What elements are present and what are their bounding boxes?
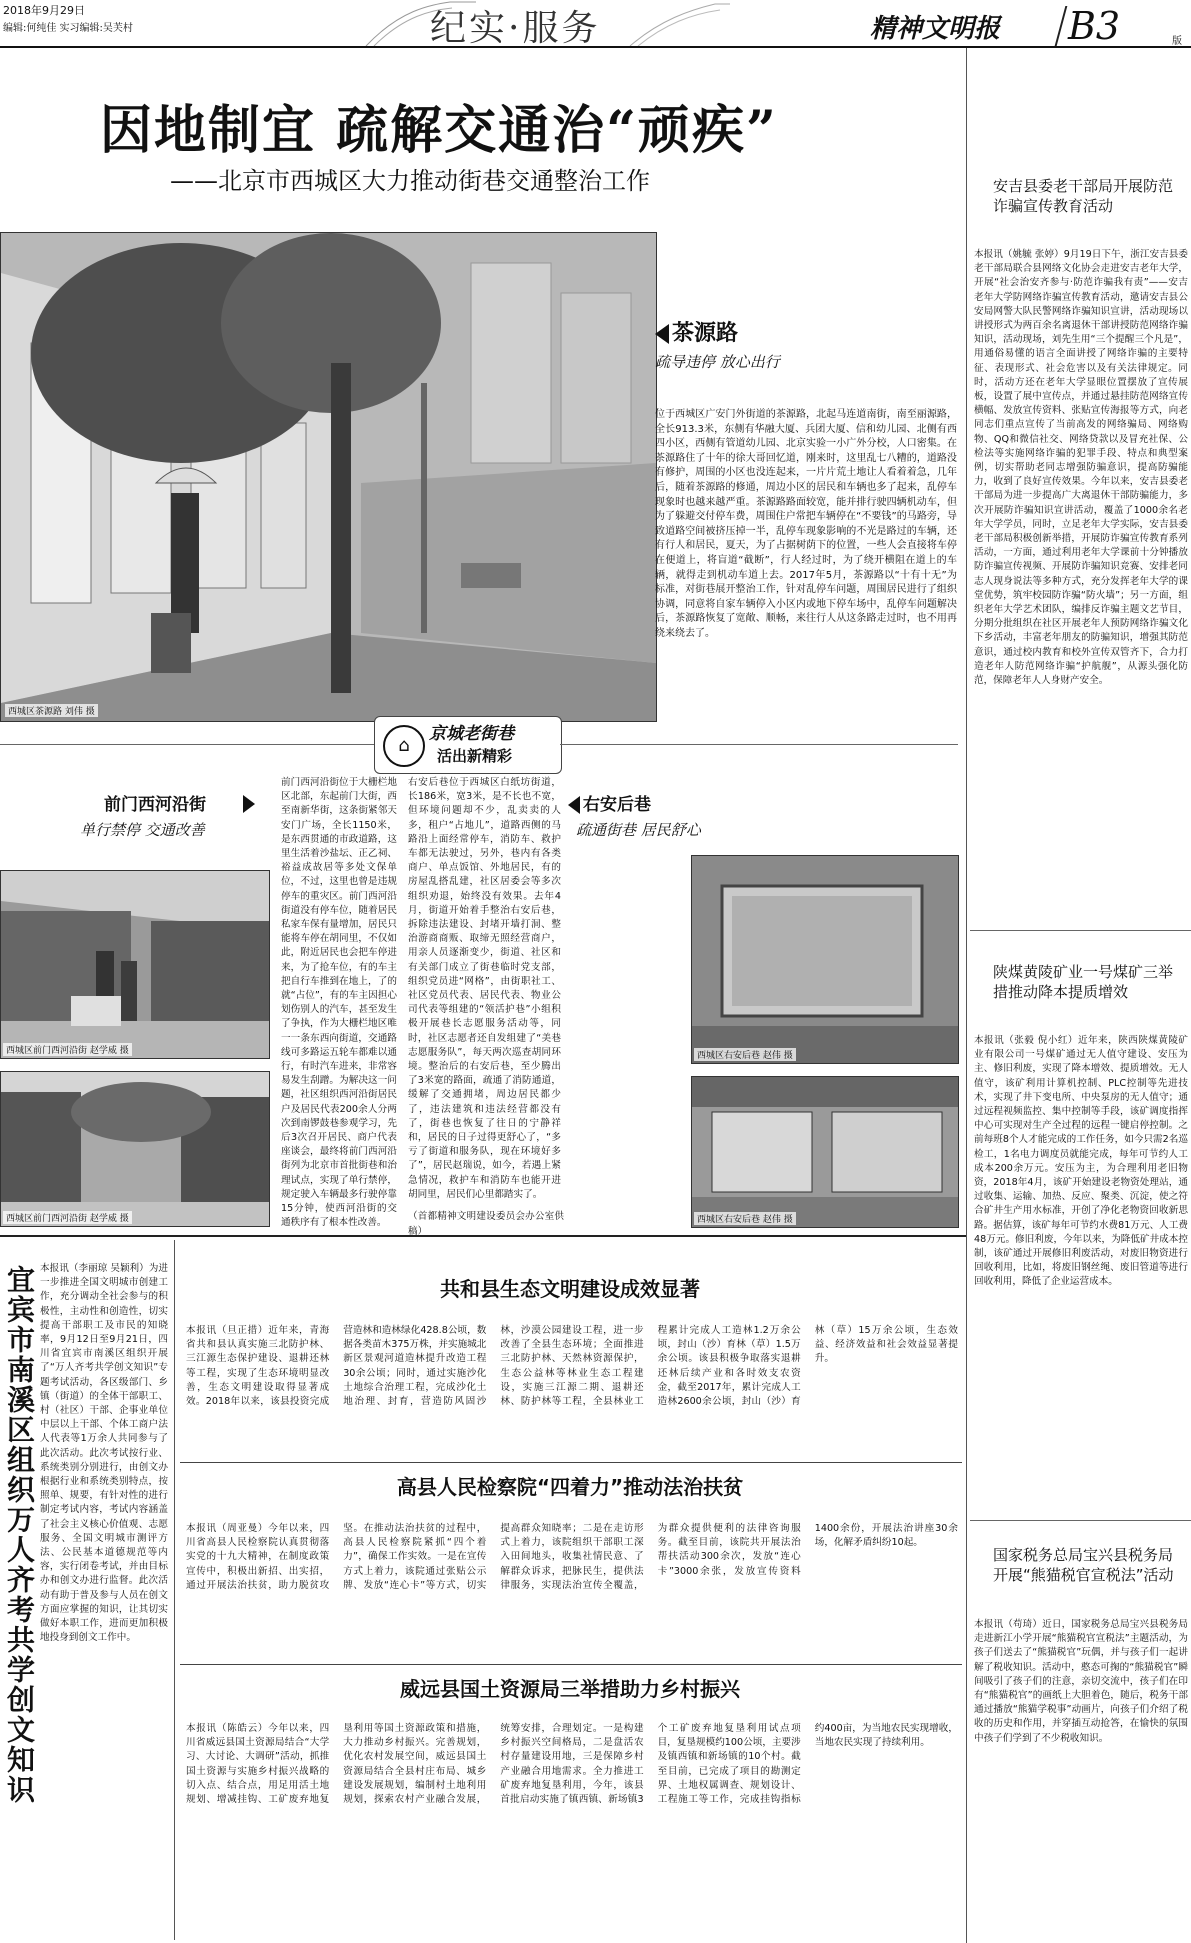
right-rule-2	[970, 1520, 1191, 1521]
left-column-rule	[174, 1240, 175, 1940]
chayuan-arrow-icon	[655, 324, 669, 344]
left-vertical-body: 本报讯（李丽琼 吴颖利）为进一步推进全国文明城市创建工作，充分调动全社会参与的积极性，主动性和创造性，切实提高干部职工及市民的知晓率，9月12日至9月21日，四川省宜宾市南溪区组织开展了“万人齐考共学创文知识”专题考试活动，各区级部门、乡镇（街道）的全体干部职工、村（社区）干部、企事业单位中层以上干部、个体工商户法人代表等1万余人共同参与了此次活动。此次考试按行业、系统类别分别进行，由创文办根据行业和系统类别特点，按照单、规要，有针对性的进行制定考试内容，考试内容涵盖了社会主义核心价值观、志愿服务、全国文明城市测评方法、公民基本道德规范等内容，实行闭卷考试，并由目标办和创文办进行监督。此次活动有助于普及参与人员在创文方面应掌握的知识，让其切实做好本职工作，进而更加积极地投身到创文工作中。	[40, 1263, 168, 1644]
right-top-body: 本报讯（姚毓 张婷）9月19日下午，浙江安吉县委老干部局联合县网络文化协会走进安吉老年大学，开展“社会治安齐参与·防范诈骗我有责”——安吉老年大学防网络诈骗宣传教育活动，邀请安吉县公安局网警大队民警网络诈骗知识宣讲，活动现场以讲授形式为两百余名离退休干部讲授防范网络诈骗知识，活动现场，刘先生用“三个提醒三个凡是”，用通俗易懂的语言全面讲授了网络诈骗的主要特征、表现形式、社会危害以及有关法律规定。同时，活动方还在老年大学显眼位置摆放了宣传展板，设置了展中宣传点，并通过悬挂防范网络宣传横幅、发放宣传资料、张贴宣传海报等方式，向老同志们重点宣传了当前高发的网络骗局、网络购物、QQ和微信社交、网络贷款以及冒充社保、公检法等实施网络诈骗的犯罪手段、特点和典型案例，切实帮助老同志增强防骗意识，提高防骗能力，收到了良好宣传效果。今年以来，安吉县委老干部局为进一步提高广大离退休干部防骗能力，多次开展防诈骗知识宣讲活动，覆盖了1000余名老年大学学员，同时，立足老年大学实际，安吉县委老干部局积极创新举措，开展防诈骗宣传教育系列活动，一方面，通过利用老年大学课前十分钟播放防诈骗宣传视频、开展防诈骗知识竞赛、安排老同志人现身说法等多种方式，充分发挥老年大学的课堂优势，筑牢校园防诈骗“防火墙”；另一方面，组织老年大学艺术团队，编排反诈骗主题文艺节目，分期分批组织在社区开展老年人预防网络诈骗文化下乡活动，丰富老年朋友的防骗知识，增强其防范意识，通过校内教育和校外宣传双管齐下，合力打造老年人防范网络诈骗“护航舰”，从源头强化防范，保障老年人人身财产安全。	[974, 249, 1188, 687]
qianmen-body: 前门西河沿街位于大栅栏地区北部，东起前门大街，西至南新华街，这条街紧邻天安门广场，全长1150米，是东西贯通的市政道路，这里生活着沙盐坛、正乙祠、裕益成故居等多处文保单位，不过，这里也曾是违规停车的重灾区。前门西河沿街道没有停车位，随着居民私家车保有量增加，居民只能将车停在胡同里，不仅如此，附近居民也会把车停进来，为了抢车位，有的车主把自行车推到在地上，了的就“占位”，有的车主因担心划伤别人的汽车，甚至发生了争执，作为大栅栏地区唯一一条东西向街道，交通路线可多路运五轮车都难以通行，有时汽车进来，非常容易发生刮蹭。为解决这一问题，社区组织西河沿街居民户及居民代表200余人分两次到南锣鼓巷参观学习，先后3次召开居民、商户代表座谈会，最终将前门西河沿街列为北京市首批街巷和治理试点，实现了单行禁停，规定驶入车辆最多行驶停靠15分钟，使西河沿街的交通秩序有了根本性改善。	[281, 777, 397, 1229]
issue-date: 2018年9月29日	[3, 4, 85, 17]
feature-label: 京城老街巷	[429, 724, 514, 744]
paper-name: 精神文明报	[870, 14, 1001, 44]
photo-qianmen-1	[0, 870, 270, 1059]
lead-subheadline: ——北京市西城区大力推动街巷交通整治工作	[170, 167, 650, 195]
right-mid-title: 陕煤黄陵矿业一号煤矿三举措推动降本提质增效	[993, 963, 1174, 1001]
weiyuan-title: 威远县国土资源局三举措助力乡村振兴	[400, 1677, 740, 1701]
chayuan-title: 茶源路	[672, 321, 739, 346]
chayuan-subtitle: 疏导违停 放心出行	[655, 353, 780, 371]
photo-caption: 西城区茶源路 刘伟 摄	[5, 704, 98, 717]
section-title: 纪实·服务	[430, 8, 601, 49]
feature-label-sub: 活出新精彩	[437, 747, 513, 765]
left-vertical-title: 宜宾市南溪区组织万人齐考共学创文知识	[3, 1265, 36, 1805]
weiyuan-body: 本报讯（陈皓云）今年以来，四川省威远县国土资源局结合“大学习、大讨论、大调研”活动，抓推国土资源与实施乡村振兴战略的切入点、结合点，用足用活土地规划、增减挂钩、工矿废弃地复垦利用等国土资源政策和措施，大力推动乡村振兴。完善规划，优化农村发展空间，威远县国土资源局结合全县村庄布局、城乡建设发展规划，编制村土地利用规划，探索农村产业融合发展，统筹安排，合理划定。一是构建乡村振兴空间格局，二是盘活农村存量建设用地，三是保障乡村产业融合用地需求。全力推进工矿废弃地复垦利用，今年，该县首批启动实施了镇西镇、新场镇3个工矿废弃地复垦利用试点项目，复垦规模约100公顷，主要涉及镇西镇和新场镇的10个村。截至目前，已完成了项目的勘测定界、土地权属调查、规划设计、工程施工等工作，完成挂钩指标约400亩，为当地农民实现增收，当地农民实现了持续利用。	[186, 1723, 958, 1806]
lead-bottom-rule	[0, 1235, 966, 1237]
right-top-title: 安吉县委老干部局开展防范诈骗宣传教育活动	[993, 177, 1174, 215]
photo-qianmen-1-image	[1, 871, 269, 1058]
photo-caption: 西城区前门西河沿街 赵学威 摄	[3, 1043, 132, 1056]
photo-chayuan-road-image	[1, 233, 656, 721]
chayuan-body: 位于西城区广安门外街道的茶源路，北起马连道南街，南至丽源路，全长913.3米，东侧有华融大厦、兵团大厦、信和幼儿园、北侧有西四小区，西侧有管道幼儿园、北京实验一小广外分校，人口密集。在茶源路住了十年的徐大哥回忆道，刚来时，这里乱七八糟的，道路没有修护，周围的小区也没连起来，一片片荒土地让人看着着急，几年后，随着茶源路的修通，周边小区的居民和车辆也多了起来，乱停车现象时也越来越严重。茶源路路面较宽，能并排行驶四辆机动车，但为了躲避交付停车费，周围住户常把车辆停在“不要钱”的马路旁，导致道路空间被挤压掉一半，乱停车现象影响的不光是路过的车辆，还有行人和居民，夏天，为了占据树荫下的位置，一些人会直接将车停在便道上，将盲道“截断”，行人经过时，为了绕开横阻在道上的车辆，就得走到机动车道上去。2017年5月，茶源路以“十有十无”为标准，对街巷展开整治工作，针对乱停车问题，周围居民进行了组织协调，同意将自家车辆停入小区内或地下停车场中，乱停车问题解决后，茶源路恢复了宽敞、顺畅，来往行人从这条路走过时，也不用再绕来绕去了。	[655, 409, 957, 639]
gaoxian-title: 高县人民检察院“四着力”推动法治扶贫	[396, 1475, 744, 1499]
photo-youan-1-image	[692, 856, 958, 1063]
youan-source: （首都精神文明建设委员会办公室供稿）	[408, 1211, 564, 1237]
gonghe-bottom-rule	[180, 1462, 962, 1463]
page-suffix: 版	[1172, 36, 1182, 47]
youan-arrow-icon	[568, 796, 580, 814]
editor-credits: 编辑:何纯佳 实习编辑:吴芙村	[3, 23, 133, 34]
youan-title: 右安后巷	[583, 795, 651, 815]
right-bottom-title: 国家税务总局宝兴县税务局开展“熊猫税官宣税法”活动	[993, 1546, 1174, 1584]
gaoxian-bottom-rule	[180, 1664, 962, 1665]
right-rule-1	[970, 930, 1191, 931]
lead-headline: 因地制宜 疏解交通治“顽疾”	[100, 100, 778, 161]
photo-caption: 西城区前门西河沿街 赵学威 摄	[3, 1211, 132, 1224]
youan-body: 右安后巷位于西城区白纸坊街道，长186米，宽3米，是不长也不宽，但环境问题却不少，乱卖卖的人多，租户“占地儿”，道路西侧的马路沿上面经常停车，消防车、救护车都无法驶过，另外，巷内有各类商户、单点饭馆、外地居民，有的房屋乱搭乱建，社区居委会等多次组织劝退，始终没有效果。去年4月，街道开始着手整治右安后巷，拆除违法建设、封堵开墙打洞、整治游商商贩、取缔无照经营商户，用亲人员逐渐变少，街道、社区和有关部门成立了街巷临时党支部，组织党员进“网格”，由街职社工、社区党员代表、居民代表、物业公司代表等组建的“领活护巷”小组积极开展巷长志愿服务活动等，同时，社区志愿者还自发组建了“美巷志愿服务队”，每天两次巡查胡同环境。整治后的右安后巷，至少腾出了3米宽的路面，疏通了消防通道，缓解了交通拥堵，周边居民都少了，违法建筑和违法经营都没有了，街巷也恢复了往日的宁静祥和，居民的日子过得更舒心了，“多亏了街道和服务队，现在环境好多了”，居民赵瑞说，如今，若遇上紧急情况，救护车和消防车也能开进胡同里，居民们心里都踏实了。	[408, 777, 561, 1200]
feature-rule-left	[0, 744, 374, 745]
page-number: B3	[1068, 4, 1121, 48]
qianmen-title: 前门西河沿街	[104, 795, 206, 815]
photo-chayuan-road	[0, 232, 657, 722]
feature-badge	[374, 716, 562, 774]
gonghe-title: 共和县生态文明建设成效显著	[440, 1277, 700, 1301]
photo-caption: 西城区右安后巷 赵伟 摄	[694, 1048, 796, 1061]
feature-rule-right	[560, 744, 958, 745]
column-rule-right	[966, 48, 967, 1943]
photo-youan-2	[691, 1076, 959, 1228]
photo-caption: 西城区右安后巷 赵伟 摄	[694, 1212, 796, 1225]
photo-qianmen-2	[0, 1071, 270, 1227]
feature-seal-icon: ⌂	[383, 725, 425, 767]
right-mid-body: 本报讯（张毅 倪小红）近年来，陕西陕煤黄陵矿业有限公司一号煤矿通过无人值守建设、安压为主、修旧利废，实现了降本增效、提质增效。无人值守，该矿利用计算机控制、PLC控制等先进技术，实现了井下变电所、中央泵房的无人值守；通过远程视频监控、集中控制等手段，该矿调度指挥中心可实现对生产全过程的远程一键启停控制。之前每班8个人才能完成的工作任务，如今只需2名巡检工，1名电力调度员就能完成，每年可节约人工成本200余万元。安压为主，为合理利用老旧物资，2018年4月，该矿开始建设老物资处理站，通过收集、运输、加热、反应、聚类、沉淀，使之符合矿井生产用水标准，开创了净化老物资回收新思路。据估算，该矿每年可节约水费81万元、人工费48万元。修旧利废，今年以来，为降低矿井成本控制，该矿通过开展修旧利废活动，对废旧物资进行回收利用，比如，将废旧钢丝绳、废旧管道等进行回收利用，降低了企业运营成本。	[974, 1035, 1188, 1288]
youan-subtitle: 疏通街巷 居民舒心	[576, 821, 701, 839]
qianmen-subtitle: 单行禁停 交通改善	[80, 821, 205, 839]
gaoxian-body: 本报讯（周亚曼）今年以来，四川省高县人民检察院认真贯彻落实党的十九大精神，在制度政策宣传中，积极出新招、出实招，通过开展法治扶贫，助力脱贫攻坚。在推动法治扶贫的过程中，高县人民检察院紧抓“四个着力”，确保工作实效。一是在宣传方式上着力，该院通过张贴公示牌、发放“连心卡”等方式，切实提高群众知晓率；二是在走访形式上着力，该院组织干部职工深入田间地头，收集社情民意、了解群众诉求，把脉民生，提供法律服务，实现法治宣传全覆盖，为群众提供便利的法律咨询服务。截至目前，该院共开展法治帮扶活动300余次，发放“连心卡”3000余张，发放宣传资料1400余份，开展法治讲座30余场，化解矛盾纠纷10起。	[186, 1523, 958, 1591]
photo-qianmen-2-image	[1, 1072, 269, 1226]
photo-youan-1	[691, 855, 959, 1064]
qianmen-arrow-icon	[243, 795, 255, 813]
gonghe-body: 本报讯（旦正措）近年来，青海省共和县认真实施三北防护林、三江源生态保护建设、退耕还林等工程，实现了生态环境明显改善，生态文明建设取得显著成效。2018年以来，该县投资完成营造林和造林绿化428.8公顷，数据各类苗木375万株，并实施城北新区景观河道造林提升改造工程30余公顷；同时，通过实施沙化土地综合治理工程，完成沙化土地治理、封育，营造防风固沙林，沙漠公园建设工程，进一步改善了全县生态环境；全面推进三北防护林、天然林资源保护，生态公益林等林业生态工程建设，实施三江源二期、退耕还林、防护林等工程，全县林业工程累计完成人工造林1.2万余公顷，封山（沙）育林（草）1.5万余公顷。该县积极争取落实退耕还林后续产业和各时效支农资金，截至2017年，累计完成人工造林2600余公顷，封山（沙）育林（草）15万余公顷，生态效益、经济效益和社会效益显著提升。	[186, 1325, 958, 1408]
photo-youan-2-image	[692, 1077, 958, 1227]
header-rule	[0, 46, 1191, 48]
right-bottom-body: 本报讯（苟琦）近日，国家税务总局宝兴县税务局走进新江小学开展“熊猫税官宣税法”主题活动，为孩子们送去了“熊猫税官”玩偶，并与孩子们一起讲解了税收知识。活动中，憨态可掬的“熊猫税官”瞬间吸引了孩子们的注意，亲切交流中，孩子们在印有“熊猫税官”的画纸上大胆着色，随后，税务干部通过播放“熊猫学税事”动画片，向孩子们介绍了税收的历史和作用，并穿插互动抢答，在愉快的氛围中孩子们学到了不少税收知识。	[974, 1619, 1188, 1744]
